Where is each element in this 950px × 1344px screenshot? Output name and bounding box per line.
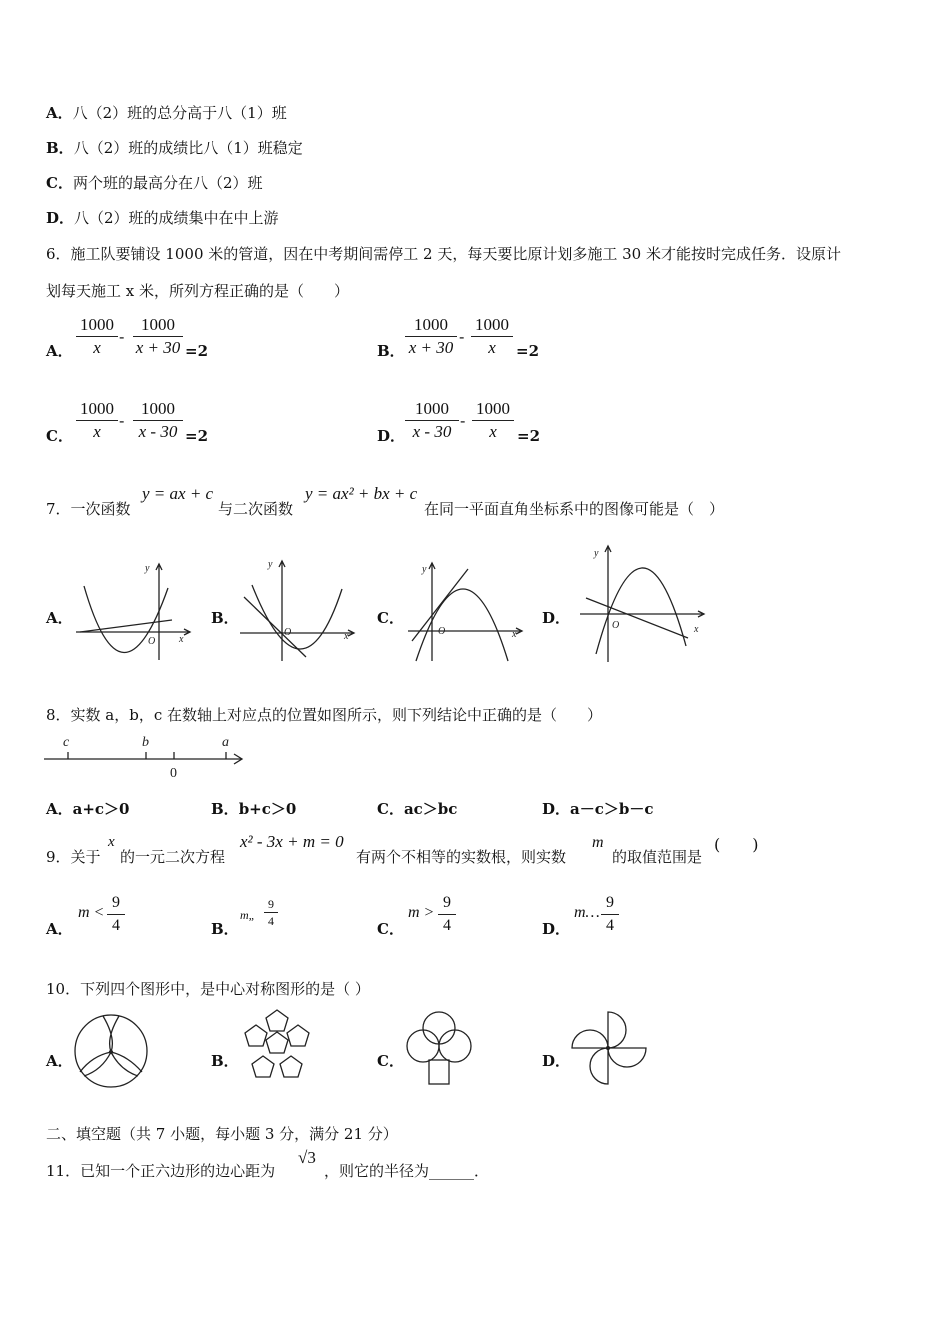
q6-d-rhs: =2 (517, 427, 541, 445)
q10-figure-a (72, 1012, 150, 1090)
q8-point-b: b (142, 735, 149, 750)
q6-b-fraction-1: $\frac{1000}{x + 30}$ (405, 314, 457, 359)
q10-figure-c (402, 1008, 478, 1088)
q6-option-d-label: D． (377, 427, 406, 445)
q5-option-d: D．八（2）班的成绩集中在中上游 (46, 209, 279, 227)
q9-c-lhs: m > (408, 904, 435, 921)
q9-p4: 的取值范围是 (612, 848, 703, 866)
q5-option-a: A．八（2）班的总分高于八（1）班 (46, 104, 287, 122)
q5-option-c: C．两个班的最高分在八（2）班 (46, 174, 263, 192)
q9-a-fraction: $\frac{9}{4}$ (107, 892, 125, 937)
q7-graph-b (236, 555, 360, 663)
q9-option-c-label: C． (377, 920, 404, 938)
q6-a-rhs: =2 (185, 342, 209, 360)
q7-a-origin: O (148, 636, 156, 647)
q10-option-b-label: B． (211, 1052, 239, 1070)
q8-point-a: a (222, 735, 229, 750)
q7-c-x-label: x (512, 629, 517, 640)
q10-figure-b (234, 1006, 320, 1088)
q7-option-c-label: C． (377, 609, 404, 627)
q11-p1: 11．已知一个正六边形的边心距为 (46, 1162, 276, 1180)
q7-option-d-label: D． (542, 609, 571, 627)
q9-d-lhs: m… (574, 904, 600, 921)
q6-a-fraction-1: $\frac{1000}{x}$ (76, 314, 118, 359)
q5-option-b: B．八（2）班的成绩比八（1）班稳定 (46, 139, 303, 157)
q6-c-fraction-1: $\frac{1000}{x}$ (76, 398, 118, 443)
q6-b-minus: - (459, 327, 465, 346)
q7-graph-c (404, 557, 528, 663)
q6-c-rhs: =2 (185, 427, 209, 445)
q7-suffix: 在同一平面直角坐标系中的图像可能是（ ） (424, 500, 725, 518)
q7-prefix: 7．一次函数 (46, 500, 131, 518)
q6-stem-line1: 6．施工队要铺设 1000 米的管道，因在中考期间需停工 2 天，每天要比原计划多施工 30 米才能按时完成任务．设原计 (46, 245, 841, 263)
q9-p2: 的一元二次方程 (120, 848, 226, 866)
q7-d-y-label: y (594, 548, 599, 559)
q11-sqrt3: √3 (298, 1148, 316, 1167)
q11-p2: ，则它的半径为______． (324, 1162, 490, 1180)
q9-option-b-label: B． (211, 920, 239, 938)
q7-a-x-label: x (179, 634, 184, 645)
q7-b-origin: O (284, 627, 292, 638)
q6-d-minus: - (460, 411, 466, 430)
q7-d-x-label: x (694, 624, 699, 635)
q9-var-m: m (592, 834, 604, 851)
q7-quadratic-function: y = ax² + bx + c (305, 484, 418, 503)
q9-c-fraction: $\frac{9}{4}$ (438, 892, 456, 937)
q7-c-y-label: y (422, 564, 427, 575)
q9-equation: x² - 3x + m = 0 (240, 832, 344, 851)
q6-c-minus: - (119, 411, 125, 430)
q6-b-rhs: =2 (516, 342, 540, 360)
q9-a-lhs: m < (78, 904, 105, 921)
q8-option-c: C．ac＞bc (377, 800, 458, 818)
q6-option-a-label: A． (46, 342, 73, 360)
q7-a-y-label: y (145, 563, 150, 574)
q10-option-a-label: A． (46, 1052, 73, 1070)
q7-d-origin: O (612, 620, 620, 631)
q9-var-x: x (108, 834, 115, 850)
q6-c-fraction-2: $\frac{1000}{x - 30}$ (133, 398, 183, 443)
q7-option-b-label: B． (211, 609, 239, 627)
q9-b-fraction: $\frac{9}{4}$ (264, 896, 278, 929)
q9-d-fraction: $\frac{9}{4}$ (601, 892, 619, 937)
q8-option-a: A．a+c＞0 (46, 800, 130, 818)
q7-b-y-label: y (268, 559, 273, 570)
q9-option-d-label: D． (542, 920, 571, 938)
q7-c-origin: O (438, 626, 446, 637)
q6-option-b-label: B． (377, 342, 405, 360)
q10-stem: 10．下列四个图形中，是中心对称图形的是（ ） (46, 980, 370, 998)
q6-d-fraction-2: $\frac{1000}{x}$ (472, 398, 514, 443)
q7-b-x-label: x (344, 631, 349, 642)
q9-p3: 有两个不相等的实数根，则实数 (356, 848, 567, 866)
q6-b-fraction-2: $\frac{1000}{x}$ (471, 314, 513, 359)
q8-option-d: D．a－c＞b－c (542, 800, 654, 818)
q9-answer-paren: ( ) (714, 835, 759, 854)
q9-p1: 9．关于 (46, 848, 101, 866)
q9-b-lhs: m„ (240, 908, 256, 922)
section-2-title: 二、填空题（共 7 小题，每小题 3 分，满分 21 分） (46, 1125, 398, 1143)
q6-a-fraction-2: $\frac{1000}{x + 30}$ (133, 314, 183, 359)
q9-option-a-label: A． (46, 920, 73, 938)
q8-point-zero: 0 (170, 766, 177, 781)
q8-point-c: c (63, 735, 70, 750)
q7-option-a-label: A． (46, 609, 73, 627)
q8-option-b: B．b+c＞0 (211, 800, 297, 818)
q10-figure-d (568, 1008, 650, 1088)
q8-stem: 8．实数 a，b，c 在数轴上对应点的位置如图所示，则下列结论中正确的是（ ） (46, 706, 603, 724)
q10-option-c-label: C． (377, 1052, 404, 1070)
q7-mid: 与二次函数 (218, 500, 294, 518)
q7-graph-d (576, 542, 712, 664)
q6-stem-line2: 划每天施工 x 米，所列方程正确的是（ ） (46, 282, 349, 300)
q7-linear-function: y = ax + c (142, 484, 214, 503)
q6-option-c-label: C． (46, 427, 73, 445)
q8-number-line (42, 730, 252, 782)
q6-d-fraction-1: $\frac{1000}{x - 30}$ (405, 398, 459, 443)
q7-graph-a (72, 558, 192, 662)
q6-a-minus: - (119, 327, 125, 346)
q10-option-d-label: D． (542, 1052, 571, 1070)
